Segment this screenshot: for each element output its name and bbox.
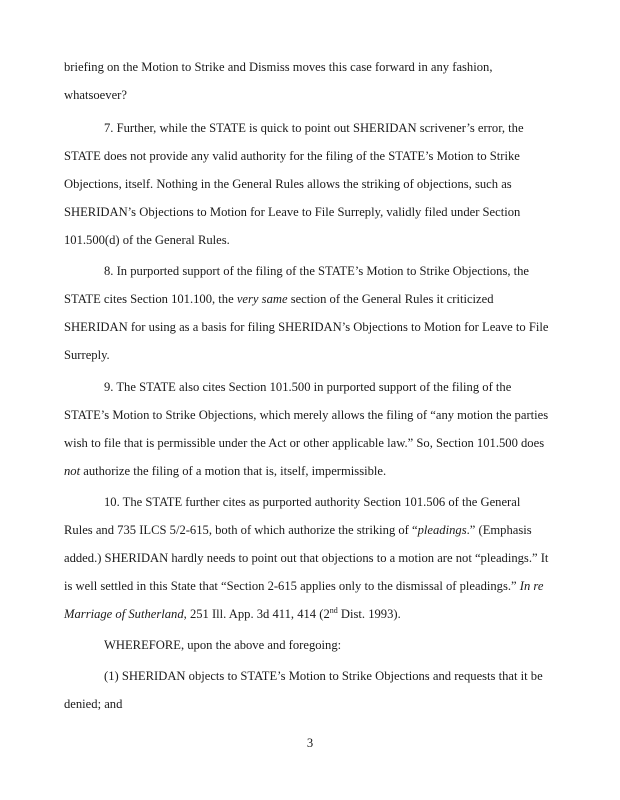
text-run: Rules and 735 ILCS 5/2-615, both of which authorize the striking of “ (64, 523, 418, 537)
emphasis-text: pleadings (417, 523, 467, 537)
text-run: section of the General Rules it criticized (287, 292, 494, 306)
text-run: authorize the filing of a motion that is, itself, impermissible. (80, 464, 387, 478)
paragraph-0-line-2: whatsoever? (64, 88, 127, 102)
paragraph-0-line-1: briefing on the Motion to Strike and Dismiss moves this case forward in any fashion, (64, 60, 493, 74)
paragraph-7-line-5: 101.500(d) of the General Rules. (64, 233, 230, 247)
wherefore-clause: WHEREFORE, upon the above and foregoing: (104, 638, 342, 652)
emphasis-text: In re (519, 579, 544, 593)
text-run: , 251 Ill. App. 3d 411, 414 (2 (183, 607, 330, 621)
paragraph-10-line-5 (64, 607, 401, 622)
paragraph-10-line-2 (64, 523, 532, 538)
paragraph-9-line-4 (64, 464, 386, 479)
emphasis-text: not (64, 464, 81, 478)
case-citation: Marriage of Sutherland (64, 607, 184, 621)
paragraph-9-line-1: 9. The STATE also cites Section 101.500 in purported support of the filing of the (104, 380, 512, 394)
ordinal-superscript: nd (329, 606, 338, 615)
paragraph-10-line-4 (64, 579, 543, 594)
paragraph-8-line-2 (64, 292, 494, 307)
prayer-1-line-2: denied; and (64, 697, 123, 711)
paragraph-7-line-4: SHERIDAN’s Objections to Motion for Leave to File Surreply, validly filed under Section (64, 205, 521, 219)
emphasis-text: very same (236, 292, 288, 306)
text-run: .” (Emphasis (466, 523, 532, 537)
paragraph-7-line-1: 7. Further, while the STATE is quick to point out SHERIDAN scrivener’s error, the (104, 121, 524, 135)
text-run: Dist. 1993). (337, 607, 401, 621)
page-number: 3 (306, 736, 314, 750)
paragraph-9-line-3: wish to file that is permissible under the Act or other applicable law.” So, Section 101.500 does (64, 436, 545, 450)
paragraph-10-line-1: 10. The STATE further cites as purported authority Section 101.506 of the General (104, 495, 521, 509)
paragraph-8-line-3: SHERIDAN for using as a basis for filing SHERIDAN’s Objections to Motion for Leave to File (64, 320, 549, 334)
prayer-1-line-1: (1) SHERIDAN objects to STATE’s Motion to Strike Objections and requests that it be (104, 669, 543, 683)
paragraph-9-line-2: STATE’s Motion to Strike Objections, which merely allows the filing of “any motion the parties (64, 408, 549, 422)
paragraph-8-line-4: Surreply. (64, 348, 110, 362)
text-run: is well settled in this State that “Section 2-615 applies only to the dismissal of pleadings.” (64, 579, 520, 593)
paragraph-10-line-3: added.) SHERIDAN hardly needs to point out that objections to a motion are not “pleadings.” It (64, 551, 549, 565)
paragraph-7-line-2: STATE does not provide any valid authority for the filing of the STATE’s Motion to Strike (64, 149, 520, 163)
text-run: STATE cites Section 101.100, the (64, 292, 237, 306)
paragraph-8-line-1: 8. In purported support of the filing of the STATE’s Motion to Strike Objections, the (104, 264, 530, 278)
paragraph-7-line-3: Objections, itself. Nothing in the General Rules allows the striking of objections, such as (64, 177, 512, 191)
